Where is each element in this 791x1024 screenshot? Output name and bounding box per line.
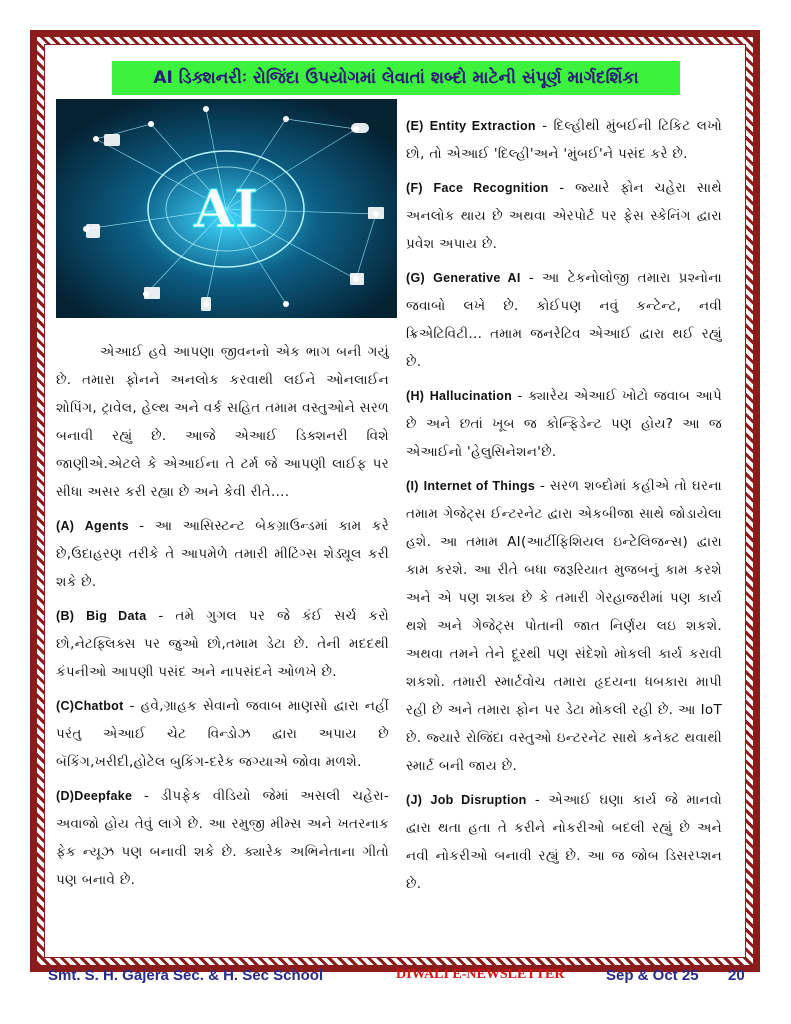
entry-chatbot [56, 692, 389, 776]
entry-text: - ક્યારેય એઆઈ ખોટો જવાબ આપે છે અને છતાં ખૂબ જ કોન્ફિડેન્ટ પણ હોય? આ જ એઆઈનો 'હેલુસિનેશન'છે. [406, 388, 723, 460]
page-footer [48, 964, 748, 988]
entry-term: Agents [84, 519, 129, 533]
right-column [406, 112, 722, 904]
entry-deepfake [56, 782, 389, 894]
entry-text: - આ આસિસ્ટન્ટ બેકગ્રાઉન્ડમાં કામ કરે છે,ઉદાહરણ તરીકે તે આપમેળે તમારી મીટિંગ્સ શેડ્યૂલ કરી શકે છે. [56, 518, 390, 590]
entry-term: Face Recognition [433, 181, 549, 195]
entry-label: (B) [56, 609, 75, 623]
entry-text: - ડીપફેક વીડિયો જેમાં અસલી ચહેરા-અવાજો હોય તેવું લાગે છે. આ રમુજી મીમ્સ અને ખતરનાક ફેક ન્યૂઝ પણ બનાવી શકે છે. ક્યારેક અભિનેતાના ગીતો પણ બનાવે છે. [56, 788, 389, 888]
entry-big-data [56, 602, 389, 686]
footer-issue-date: Sep & Oct 25 [606, 967, 699, 984]
footer-page-number: 20 [728, 967, 745, 984]
entry-text: - જ્યારે ફોન ચહેરા સાથે અનલોક થાય છે અથવા એરપોર્ટ પર ફેસ સ્કેનિંગ દ્વારા પ્રવેશ અપાય છે. [406, 180, 723, 252]
entry-label: (F) [406, 181, 423, 195]
entry-generative-ai [406, 264, 722, 376]
ai-hero-image [56, 99, 397, 318]
entry-text: - તમે ગુગલ પર જે કંઈ સર્ચ કરો છો,નેટફ્લિક્સ પર જુઓ છો,તમામ ડેટા છે. તેની મદદથી કંપનીઓ આપણી પસંદ અને નાપસંદને ઓળખે છે. [56, 608, 390, 680]
hero-ai-text: AI [193, 179, 259, 240]
entry-label: (J) [406, 793, 423, 807]
entry-face-recognition [406, 174, 722, 258]
entry-term: Deepfake [74, 789, 133, 803]
entry-term: Chatbot [74, 699, 124, 713]
entry-text: - સરળ શબ્દોમાં કહીએ તો ઘરના તમામ ગેજેટ્સ ઈન્ટરનેટ દ્વારા એકબીજા સાથે જોડાયેલા હશે. આ તમામ AI(આર્ટીફિશિયલ ઇન્ટેલિજન્સ) દ્વારા કામ કરશે. આ રીતે બધા જરૂરિયાત મુજબનું કામ કરશે અને એ પણ શક્ય છે કે તમારી ગેરહાજરીમાં પણ કાર્ય થશે અને ગેજેટ્સ પોતાની જાત નિર્ણય લઇ શકશે. અથવા તમને તેને દૂરથી પણ સંદેશો મોકલી કાર્ય કરાવી શકશો. તમારી સ્માર્ટવોચ તમારા હૃદયના ધબકારા માપી રહી છે અને તમારા ફોન પર ડેટા મોકલી રહી છે. આ IoT છે. જ્યારે રોજિંદા વસ્તુઓ ઇન્ટરનેટ સાથે કનેક્ટ થવાથી સ્માર્ટ બની જાય છે. [406, 478, 722, 774]
entry-entity-extraction [406, 112, 722, 168]
entry-text: - એઆઈ ઘણા કાર્ય જે માનવો દ્વારા થતા હતા તે કરીને નોકરીઓ બદલી રહ્યું છે અને નવી નોકરીઓ બનાવી રહ્યું છે. આ જ જોબ ડિસરપ્શન છે. [406, 792, 723, 892]
entry-job-disruption [406, 786, 722, 898]
entry-text: - આ ટેકનોલોજી તમારા પ્રશ્નોના જવાબો લખે છે. કોઈપણ નવું કન્ટેન્ટ, નવી ક્રિએટિવિટી... તમામ જનરેટિવ એઆઈ દ્વારા થઈ રહ્યું છે. [406, 270, 723, 370]
footer-school-name: Smt. S. H. Gajera Sec. & H. Sec School [48, 967, 324, 984]
ai-network-illustration [56, 99, 397, 318]
entry-text: - દિલ્હીથી મુંબઈની ટિકિટ લખો છો, તો એઆઈ 'દિલ્હી'અને 'મુંબઈ'ને પસંદ કરે છે. [406, 118, 723, 162]
entry-label: (A) [56, 519, 75, 533]
entry-term: Generative AI [433, 271, 521, 285]
entry-text: - હવે,ગ્રાહક સેવાનો જવાબ માણસો દ્વારા નહીં પરંતુ એઆઈ ચેટ વિન્ડોઝ દ્વારા અપાય છે બૅકિંગ,ખરીદી,હોટેલ બુકિંગ-દરેક જગ્યાએ જોવા મળશે. [56, 698, 389, 770]
entry-label: (E) [406, 119, 424, 133]
entry-label: (H) [406, 389, 425, 403]
entry-label: (I) [406, 479, 419, 493]
entry-label: (D) [56, 789, 75, 803]
entry-label: (C) [56, 699, 75, 713]
intro-paragraph: એઆઈ હવે આપણા જીવનનો એક ભાગ બની ગયું છે. તમારા ફોનને અનલોક કરવાથી લઈને ઓનલાઈન શોપિંગ, ટ્રાવેલ, હેલ્થ અને વર્ક સહિત તમામ વસ્તુઓને સરળ બનાવી રહ્યું છે. આજે એઆઈ ડિક્શનરી વિશે જાણીએ.એટલે કે એઆઈના તે ટર્મ જે આપણી લાઈફ પર સીધા અસર કરી રહ્યા છે અને કેવી રીતે.... [56, 344, 389, 500]
footer-newsletter-name: DIWALI E-NEWSLETTER [396, 967, 565, 982]
entry-term: Job Disruption [430, 793, 527, 807]
entry-label: (G) [406, 271, 425, 285]
left-column [56, 338, 389, 900]
entry-term: Big Data [86, 609, 147, 623]
page-title: AI ડિક્શનરીઃ રોજિંદા ઉપયોગમાં લેવાતાં શબ્દો માટેની સંપૂર્ણ માર્ગદર્શિકા [112, 61, 680, 95]
entry-internet-of-things [406, 472, 722, 780]
entry-term: Entity Extraction [429, 119, 536, 133]
entry-hallucination [406, 382, 722, 466]
entry-term: Internet of Things [423, 479, 536, 493]
entry-term: Hallucination [429, 389, 513, 403]
entry-agents [56, 512, 389, 596]
